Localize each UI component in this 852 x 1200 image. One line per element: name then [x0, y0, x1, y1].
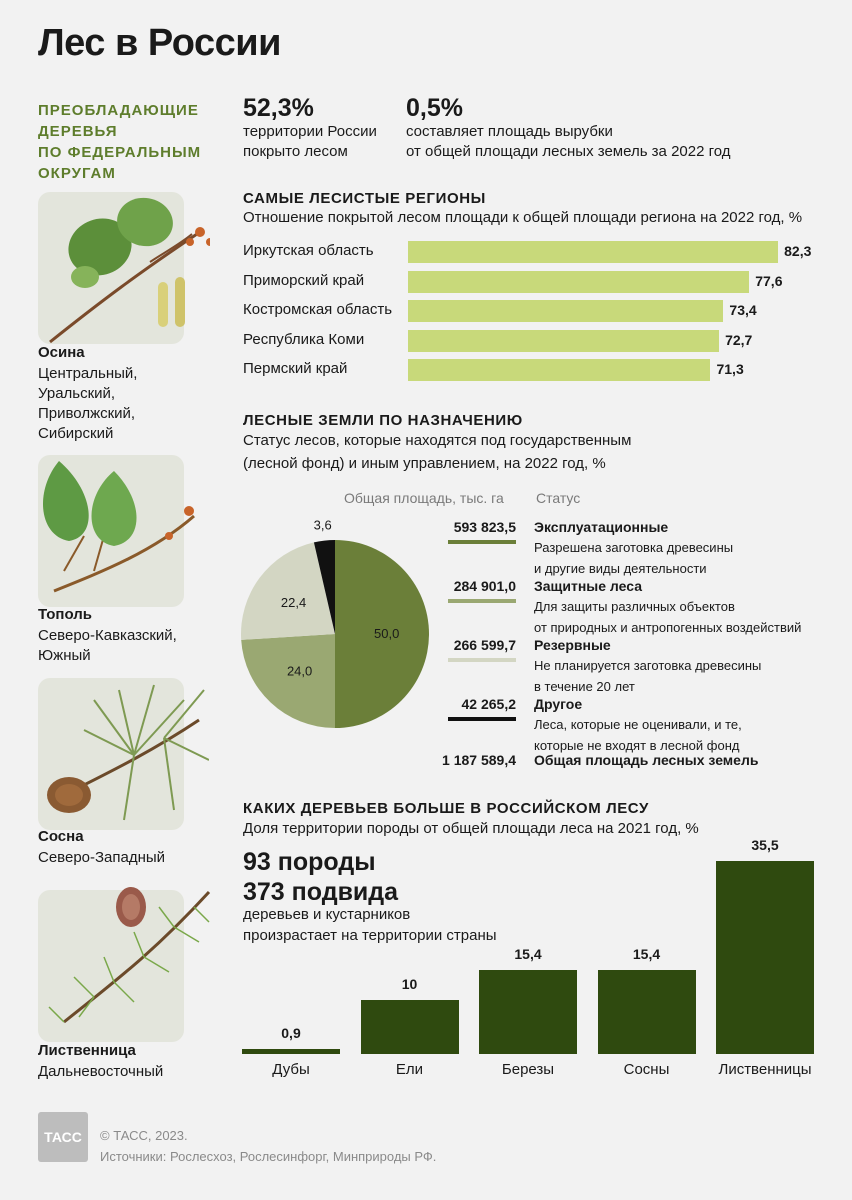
lands-title: ЛЕСНЫЕ ЗЕМЛИ ПО НАЗНАЧЕНИЮ: [243, 412, 523, 429]
species-value: 15,4: [632, 946, 661, 963]
forest-percent: 52,3%: [243, 94, 314, 122]
caption-line: от общей площади лесных земель за 2022 год: [406, 143, 731, 160]
area-column-header: Общая площадь, тыс. га: [344, 490, 504, 506]
species-bar: [242, 1049, 340, 1054]
regions-subtitle: Отношение покрытой лесом площади к общей площади региона на 2022 год, %: [243, 209, 803, 226]
region-value: 73,4: [729, 302, 757, 318]
heading-line: ОКРУГАМ: [38, 165, 116, 182]
region-line: Северо-Западный: [38, 849, 166, 866]
region-line: Центральный,: [38, 365, 138, 382]
region-bar: [408, 300, 723, 322]
region-line: Приволжский,: [38, 405, 136, 422]
species-bar: [479, 970, 577, 1054]
pie-label: 3,6: [313, 517, 332, 533]
species-count-line: 93 породы: [243, 848, 376, 876]
tree-name: Тополь: [38, 606, 92, 623]
species-name: Березы: [501, 1061, 555, 1078]
legend-status-name: Защитные леса: [534, 578, 642, 594]
legend-status-name: Другое: [534, 696, 583, 712]
pie-label: 24,0: [286, 663, 313, 679]
caption-line: территории России: [243, 123, 377, 140]
region-row: [243, 300, 823, 322]
desc-line: от природных и антропогенных воздействий: [534, 620, 802, 635]
legend-area-value: 266 599,7: [453, 637, 516, 653]
legend-status-desc: [534, 714, 834, 756]
dominant-trees-heading: [38, 100, 218, 184]
sources: Источники: Рослесхоз, Рослесинфорг, Минприроды РФ.: [100, 1149, 437, 1164]
legend-status-desc: [534, 537, 834, 579]
pie-label: 22,4: [280, 595, 307, 611]
legend-swatch: [448, 717, 516, 721]
tass-logo: ТАСС: [38, 1112, 88, 1162]
desc-line: которые не входят в лесной фонд: [534, 738, 740, 753]
desc-line: Леса, которые не оценивали, и те,: [534, 717, 742, 732]
legend-swatch: [448, 540, 516, 544]
aspen-card: [38, 192, 184, 344]
species-caption: [243, 904, 497, 946]
species-name: Лиственницы: [718, 1061, 812, 1078]
larch-branch-icon: [34, 872, 219, 1042]
species-value: 15,4: [514, 946, 542, 963]
species-bar: [716, 861, 814, 1054]
subtitle-line: (лесной фонд) и иным управлением, на 2022 год, %: [243, 455, 606, 472]
caption-line: составляет площадь вырубки: [406, 123, 613, 140]
aspen-branch-icon: [30, 182, 210, 352]
region-value: 72,7: [725, 331, 753, 348]
heading-line: ПРЕОБЛАДАЮЩИЕ: [38, 102, 199, 119]
species-subtitle: Доля территории породы от общей площади леса на 2021 год, %: [243, 820, 699, 837]
total-area-value: 1 187 589,4: [442, 752, 516, 768]
subspecies-count-line: 373 подвида: [243, 878, 399, 906]
subtitle-line: Статус лесов, которые находятся под государственным: [243, 432, 632, 449]
desc-line: Разрешена заготовка древесины: [534, 540, 734, 555]
region-name: Пермский край: [243, 360, 348, 377]
legend-swatch: [448, 599, 516, 603]
legend-status-name: Эксплуатационные: [534, 519, 669, 535]
region-line: Южный: [38, 647, 91, 664]
tree-regions: [38, 364, 228, 444]
region-name: Республика Коми: [243, 330, 365, 348]
desc-line: и другие виды деятельности: [534, 561, 707, 576]
poplar-branch-icon: [24, 441, 204, 611]
region-row: [243, 330, 823, 352]
lands-subtitle: [243, 429, 631, 475]
forest-caption: [243, 122, 377, 162]
region-row: [243, 271, 823, 293]
region-row: [243, 359, 823, 381]
tree-regions: [38, 848, 228, 868]
legend-status-desc: [534, 655, 834, 697]
legend-status-name: Резервные: [534, 637, 611, 653]
region-name: Иркутская область: [243, 242, 374, 259]
logging-caption: [406, 122, 731, 162]
logging-percent: 0,5%: [406, 94, 463, 122]
region-bar: [408, 241, 778, 263]
tree-name: Лиственница: [38, 1042, 136, 1059]
region-bar: [408, 359, 710, 381]
species-title: КАКИХ ДЕРЕВЬЕВ БОЛЬШЕ В РОССИЙСКОМ ЛЕСУ: [243, 800, 649, 817]
region-line: Северо-Кавказский,: [38, 627, 177, 644]
species-bar: [361, 1000, 459, 1054]
desc-line: в течение 20 лет: [534, 679, 635, 694]
species-value: 35,5: [751, 837, 779, 853]
legend-area-value: 284 901,0: [453, 578, 516, 594]
region-line: Сибирский: [38, 425, 114, 442]
region-value: 77,6: [755, 272, 783, 289]
region-row: [243, 241, 823, 263]
region-line: Дальневосточный: [38, 1063, 164, 1080]
heading-line: ПО ФЕДЕРАЛЬНЫМ: [38, 144, 202, 161]
poplar-card: [38, 455, 184, 607]
heading-line: ДЕРЕВЬЯ: [38, 123, 118, 140]
caption-line: произрастает на территории страны: [243, 927, 497, 944]
region-name: Приморский край: [243, 271, 365, 289]
pie-label: 50,0: [374, 626, 400, 641]
species-name: Ели: [395, 1061, 424, 1078]
species-value: 0,9: [281, 1025, 301, 1042]
desc-line: Не планируется заготовка древесины: [534, 658, 762, 673]
pine-card: [38, 678, 184, 830]
species-name: Сосны: [623, 1061, 670, 1078]
region-name: Костромская область: [243, 301, 393, 318]
legend-area-value: 42 265,2: [461, 696, 516, 712]
pie-slice: [241, 634, 335, 728]
copyright: © ТАСС, 2023.: [100, 1128, 188, 1143]
page-title: Лес в России: [38, 22, 282, 64]
species-bar: [598, 970, 696, 1054]
region-line: Уральский,: [38, 385, 116, 402]
legend-status-desc: [534, 596, 834, 638]
caption-line: покрыто лесом: [243, 143, 348, 160]
legend-swatch: [448, 658, 516, 662]
total-area-label: Общая площадь лесных земель: [534, 752, 759, 768]
species-counts: [243, 847, 398, 907]
pine-branch-icon: [24, 660, 209, 835]
desc-line: Для защиты различных объектов: [534, 599, 735, 614]
region-bar: [408, 330, 719, 352]
larch-card: [38, 890, 184, 1042]
region-value: 82,3: [784, 243, 812, 259]
tree-name: Осина: [38, 344, 85, 361]
regions-title: САМЫЕ ЛЕСИСТЫЕ РЕГИОНЫ: [243, 190, 486, 207]
caption-line: деревьев и кустарников: [243, 906, 411, 923]
status-column-header: Статус: [536, 490, 581, 506]
tree-regions: [38, 1062, 228, 1082]
tree-name: Сосна: [38, 828, 84, 845]
region-bar: [408, 271, 749, 293]
legend-area-value: 593 823,5: [453, 519, 516, 535]
species-name: Дубы: [272, 1061, 310, 1078]
region-value: 71,3: [716, 361, 744, 377]
species-value: 10: [401, 975, 418, 992]
